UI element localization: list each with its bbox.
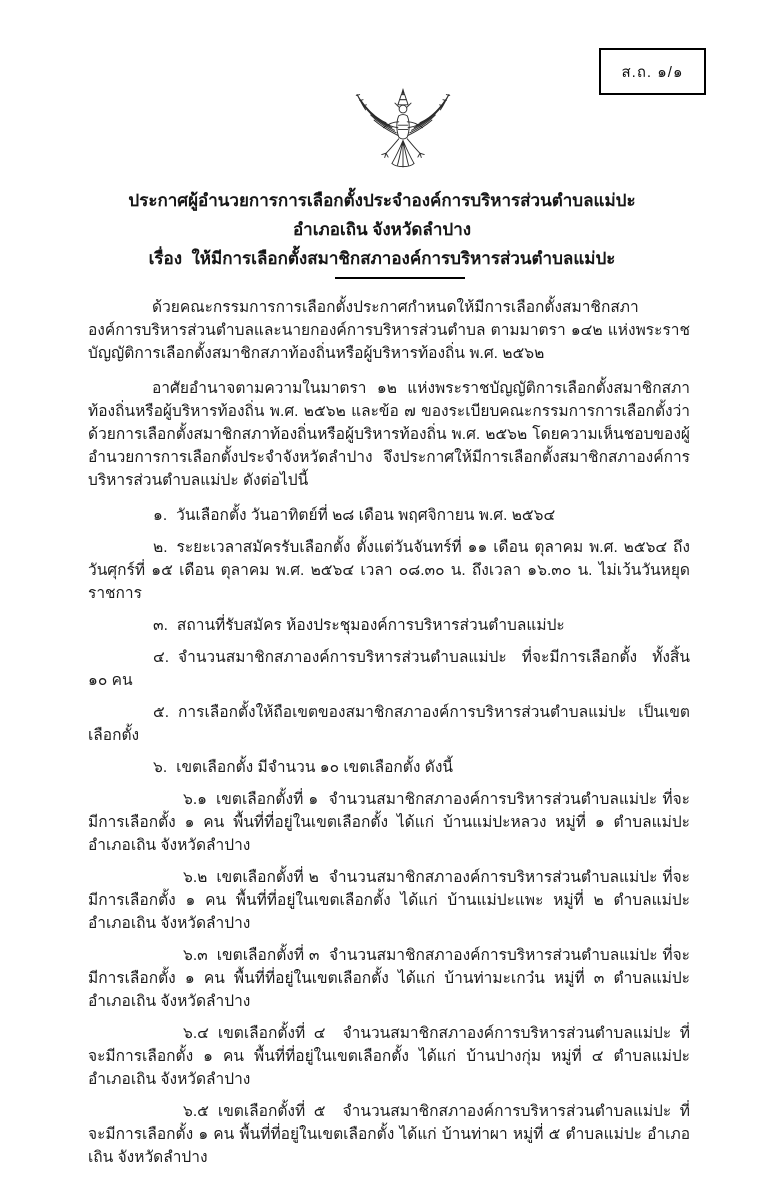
item-text: เขตเลือกตั้ง มีจำนวน ๑๐ เขตเลือกตั้ง ดังนี้	[176, 759, 453, 776]
document-title	[0, 186, 764, 273]
list-subitem-6-2	[88, 866, 690, 935]
title-divider	[335, 277, 465, 279]
item-number: ๔.	[153, 649, 170, 666]
list-item-2	[88, 536, 690, 605]
list-item-3	[88, 614, 690, 637]
item-number: ๖.	[153, 759, 168, 776]
list-subitem-6-4	[88, 1022, 690, 1091]
item-number: ๒.	[153, 539, 168, 556]
item-text: การเลือกตั้งให้ถือเขตของสมาชิกสภาองค์การบริหารส่วนตำบลแม่ปะ เป็นเขตเลือกตั้ง	[88, 704, 690, 744]
item-number: ๕.	[153, 704, 170, 721]
subitem-number: ๖.๓	[183, 947, 208, 964]
form-code: ส.ถ. ๑/๑	[621, 63, 684, 81]
subitem-text: เขตเลือกตั้งที่ ๒ จำนวนสมาชิกสภาองค์การบริหารส่วนตำบลแม่ปะ ที่จะมีการเลือกตั้ง ๑ คน พื้นที่ที่อยู่ในเขตเลือกตั้ง ได้แก่ บ้านแม่ปะแพะ หมู่ที่ ๒ ตำบลแม่ปะ อำเภอเถิน จังหวัดลำปาง	[88, 869, 690, 932]
item-text: วันเลือกตั้ง วันอาทิตย์ที่ ๒๘ เดือน พฤศจิกายน พ.ศ. ๒๕๖๔	[176, 507, 556, 524]
list-subitem-6-5	[88, 1100, 690, 1169]
garuda-emblem-icon	[352, 81, 454, 183]
subitem-number: ๖.๒	[183, 869, 208, 886]
subitem-text: เขตเลือกตั้งที่ ๓ จำนวนสมาชิกสภาองค์การบริหารส่วนตำบลแม่ปะ ที่จะมีการเลือกตั้ง ๑ คน พื้นที่ที่อยู่ในเขตเลือกตั้ง ได้แก่ บ้านท่ามะเกว๋น หมู่ที่ ๓ ตำบลแม่ปะ อำเภอเถิน จังหวัดลำปาง	[88, 947, 690, 1010]
subitem-number: ๖.๕	[183, 1103, 209, 1120]
title-line-2: อำเภอเถิน จังหวัดลำปาง	[292, 220, 472, 239]
list-item-6	[88, 756, 690, 779]
paragraph-preamble-1: ด้วยคณะกรรมการการเลือกตั้งประกาศกำหนดให้มีการเลือกตั้งสมาชิกสภาองค์การบริหารส่วนตำบลและนายกองค์การบริหารส่วนตำบล ตามมาตรา ๑๔๒ แห่งพระราชบัญญัติการเลือกตั้งสมาชิกสภาท้องถิ่นหรือผู้บริหารท้องถิ่น พ.ศ. ๒๕๖๒	[88, 299, 690, 362]
title-line-1: ประกาศผู้อำนวยการการเลือกตั้งประจำองค์การบริหารส่วนตำบลแม่ปะ	[128, 191, 636, 210]
list-subitem-6-3	[88, 944, 690, 1013]
subitem-text: เขตเลือกตั้งที่ ๔ จำนวนสมาชิกสภาองค์การบริหารส่วนตำบลแม่ปะ ที่จะมีการเลือกตั้ง ๑ คน พื้นที่ที่อยู่ในเขตเลือกตั้ง ได้แก่ บ้านปางกุ่ม หมู่ที่ ๔ ตำบลแม่ปะ อำเภอเถิน จังหวัดลำปาง	[88, 1025, 690, 1088]
item-text: จำนวนสมาชิกสภาองค์การบริหารส่วนตำบลแม่ปะ ที่จะมีการเลือกตั้ง ทั้งสิ้น ๑๐ คน	[88, 649, 690, 689]
list-item-1	[88, 504, 690, 527]
list-item-4	[88, 646, 690, 692]
title-subject-line: เรื่อง ให้มีการเลือกตั้งสมาชิกสภาองค์การบริหารส่วนตำบลแม่ปะ	[148, 249, 616, 268]
item-number: ๑.	[153, 507, 168, 524]
item-number: ๓.	[153, 617, 168, 634]
document-body	[88, 296, 690, 1178]
paragraph-preamble-2: อาศัยอำนาจตามความในมาตรา ๑๒ แห่งพระราชบัญญัติการเลือกตั้งสมาชิกสภาท้องถิ่นหรือผู้บริหารท้องถิ่น พ.ศ. ๒๕๖๒ และข้อ ๗ ของระเบียบคณะกรรมการการเลือกตั้งว่าด้วยการเลือกตั้งสมาชิกสภาท้องถิ่นหรือผู้บริหารท้องถิ่น พ.ศ. ๒๕๖๒ โดยความเห็นชอบของผู้อำนวยการการเลือกตั้งประจำจังหวัดลำปาง จึงประกาศให้มีการเลือกตั้งสมาชิกสภาองค์การบริหารส่วนตำบลแม่ปะ ดังต่อไปนี้	[88, 380, 690, 489]
item-text: สถานที่รับสมัคร ห้องประชุมองค์การบริหารส่วนตำบลแม่ปะ	[176, 617, 565, 634]
list-subitem-6-1	[88, 788, 690, 857]
list-item-5	[88, 701, 690, 747]
subitem-text: เขตเลือกตั้งที่ ๑ จำนวนสมาชิกสภาองค์การบริหารส่วนตำบลแม่ปะ ที่จะมีการเลือกตั้ง ๑ คน พื้นที่ที่อยู่ในเขตเลือกตั้ง ได้แก่ บ้านแม่ปะหลวง หมู่ที่ ๑ ตำบลแม่ปะ อำเภอเถิน จังหวัดลำปาง	[88, 791, 690, 854]
subitem-text: เขตเลือกตั้งที่ ๕ จำนวนสมาชิกสภาองค์การบริหารส่วนตำบลแม่ปะ ที่จะมีการเลือกตั้ง ๑ คน พื้นที่ที่อยู่ในเขตเลือกตั้ง ได้แก่ บ้านท่าผา หมู่ที่ ๕ ตำบลแม่ปะ อำเภอเถิน จังหวัดลำปาง	[88, 1103, 690, 1166]
form-code-box	[599, 48, 706, 95]
item-text: ระยะเวลาสมัครรับเลือกตั้ง ตั้งแต่วันจันทร์ที่ ๑๑ เดือน ตุลาคม พ.ศ. ๒๕๖๔ ถึงวันศุกร์ที่ ๑๕ เดือน ตุลาคม พ.ศ. ๒๕๖๔ เวลา ๐๘.๓๐ น. ถึงเวลา ๑๖.๓๐ น. ไม่เว้นวันหยุดราชการ	[88, 539, 690, 602]
subitem-number: ๖.๑	[183, 791, 207, 808]
subitem-number: ๖.๔	[183, 1025, 209, 1042]
